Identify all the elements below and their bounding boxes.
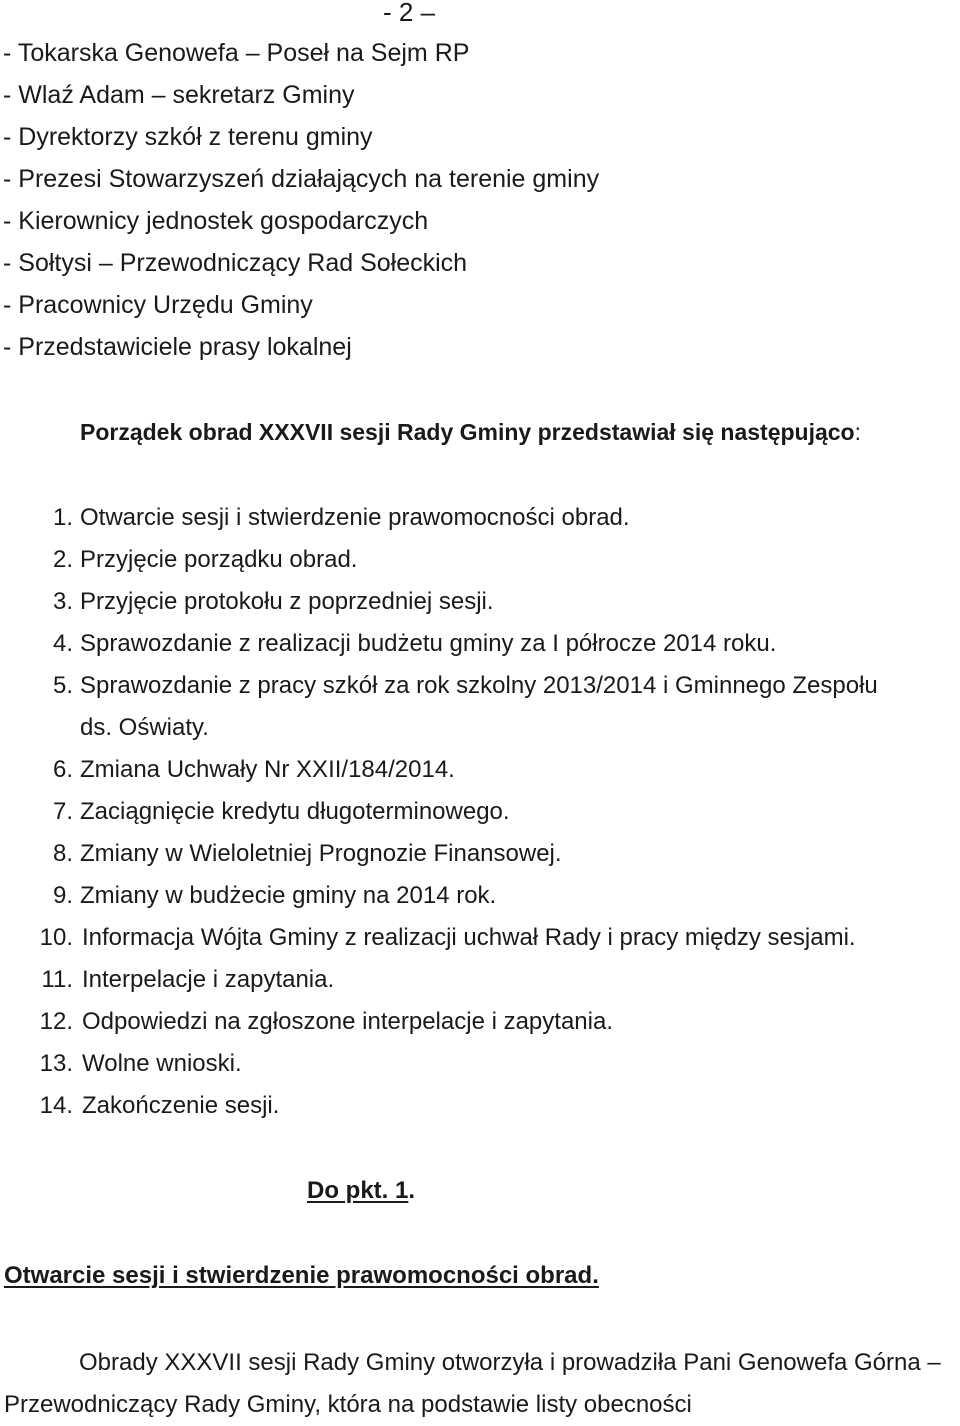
agenda-heading-text: Porządek obrad XXXVII sesji Rady Gminy przedstawiał się następująco xyxy=(80,419,855,445)
agenda-item-number: 12. xyxy=(39,1008,73,1035)
agenda-item-text: Odpowiedzi na zgłoszone interpelacje i zapytania. xyxy=(82,1008,613,1035)
section-point-label: Do pkt. 1 xyxy=(307,1177,409,1204)
agenda-item-number: 4. xyxy=(52,630,73,657)
attendee-item: - Przedstawiciele prasy lokalnej xyxy=(3,333,352,361)
agenda-item-text: Otwarcie sesji i stwierdzenie prawomocności obrad. xyxy=(80,504,630,531)
agenda-item xyxy=(0,875,960,917)
attendee-list xyxy=(3,32,599,368)
agenda-item-text: Przyjęcie porządku obrad. xyxy=(80,546,358,573)
agenda-item xyxy=(0,1085,960,1127)
attendee-item: - Pracownicy Urzędu Gminy xyxy=(3,291,313,319)
agenda-item xyxy=(0,623,960,665)
agenda-item xyxy=(0,959,960,1001)
agenda-item-text: Informacja Wójta Gminy z realizacji uchwał Rady i pracy między sesjami. xyxy=(82,924,856,951)
agenda-item-number: 2. xyxy=(52,546,73,573)
attendee-item: - Wlaź Adam – sekretarz Gminy xyxy=(3,81,355,109)
agenda-item-number: 13. xyxy=(39,1050,73,1077)
agenda-item-text: Zakończenie sesji. xyxy=(82,1092,280,1119)
agenda-heading xyxy=(80,414,861,450)
agenda-item xyxy=(0,497,960,539)
agenda-item-text: Interpelacje i zapytania. xyxy=(82,966,335,993)
agenda-item-text: Zmiany w Wieloletniej Prognozie Finansowej. xyxy=(80,840,562,867)
agenda-item-text: Wolne wnioski. xyxy=(82,1050,242,1077)
body-paragraph: Obrady XXXVII sesji Rady Gminy otworzyła i prowadziła Pani Genowefa Górna – Przewodniczący Rady Gminy, która na podstawie listy obecności xyxy=(4,1349,941,1418)
agenda-item-number: 10. xyxy=(39,924,73,951)
attendee-item: - Kierownicy jednostek gospodarczych xyxy=(3,207,429,235)
agenda-list xyxy=(0,497,960,1127)
agenda-item-text: Sprawozdanie z realizacji budżetu gminy za I półrocze 2014 roku. xyxy=(80,630,777,657)
agenda-item xyxy=(0,665,960,749)
agenda-item-number: 14. xyxy=(39,1092,73,1119)
agenda-item-text: Przyjęcie protokołu z poprzedniej sesji. xyxy=(80,588,494,615)
agenda-item-number: 7. xyxy=(52,798,73,825)
page-number: - 2 – xyxy=(383,0,436,27)
agenda-item-text: Zmiana Uchwały Nr XXII/184/2014. xyxy=(80,756,455,783)
agenda-item-number: 11. xyxy=(41,966,73,993)
agenda-item xyxy=(0,1001,960,1043)
attendee-item: - Tokarska Genowefa – Poseł na Sejm RP xyxy=(3,39,470,67)
section-point-heading xyxy=(307,1173,415,1209)
agenda-item xyxy=(0,581,960,623)
agenda-item-text: Zaciągnięcie kredytu długoterminowego. xyxy=(80,798,510,825)
agenda-item-number: 3. xyxy=(52,588,73,615)
agenda-item xyxy=(0,749,960,791)
agenda-item-number: 9. xyxy=(52,882,73,909)
section-title: Otwarcie sesji i stwierdzenie prawomocności obrad. xyxy=(4,1262,599,1289)
agenda-item-number: 8. xyxy=(52,840,73,867)
agenda-item-text: Zmiany w budżecie gminy na 2014 rok. xyxy=(80,882,497,909)
agenda-item-number: 5. xyxy=(52,672,73,699)
attendee-item: - Prezesi Stowarzyszeń działających na terenie gminy xyxy=(3,165,600,193)
agenda-item-number: 1. xyxy=(52,504,73,531)
agenda-item xyxy=(0,833,960,875)
agenda-item xyxy=(0,917,960,959)
attendee-item: - Sołtysi – Przewodniczący Rad Sołeckich xyxy=(3,249,468,277)
agenda-heading-colon: : xyxy=(854,419,862,445)
agenda-item xyxy=(0,1043,960,1085)
section-point-suffix: . xyxy=(408,1177,416,1204)
agenda-item-text: Sprawozdanie z pracy szkół za rok szkolny 2013/2014 i Gminnego Zespołu ds. Oświaty. xyxy=(80,672,878,741)
agenda-item xyxy=(0,791,960,833)
attendee-item: - Dyrektorzy szkół z terenu gminy xyxy=(3,123,373,151)
agenda-item xyxy=(0,539,960,581)
agenda-item-number: 6. xyxy=(52,756,73,783)
